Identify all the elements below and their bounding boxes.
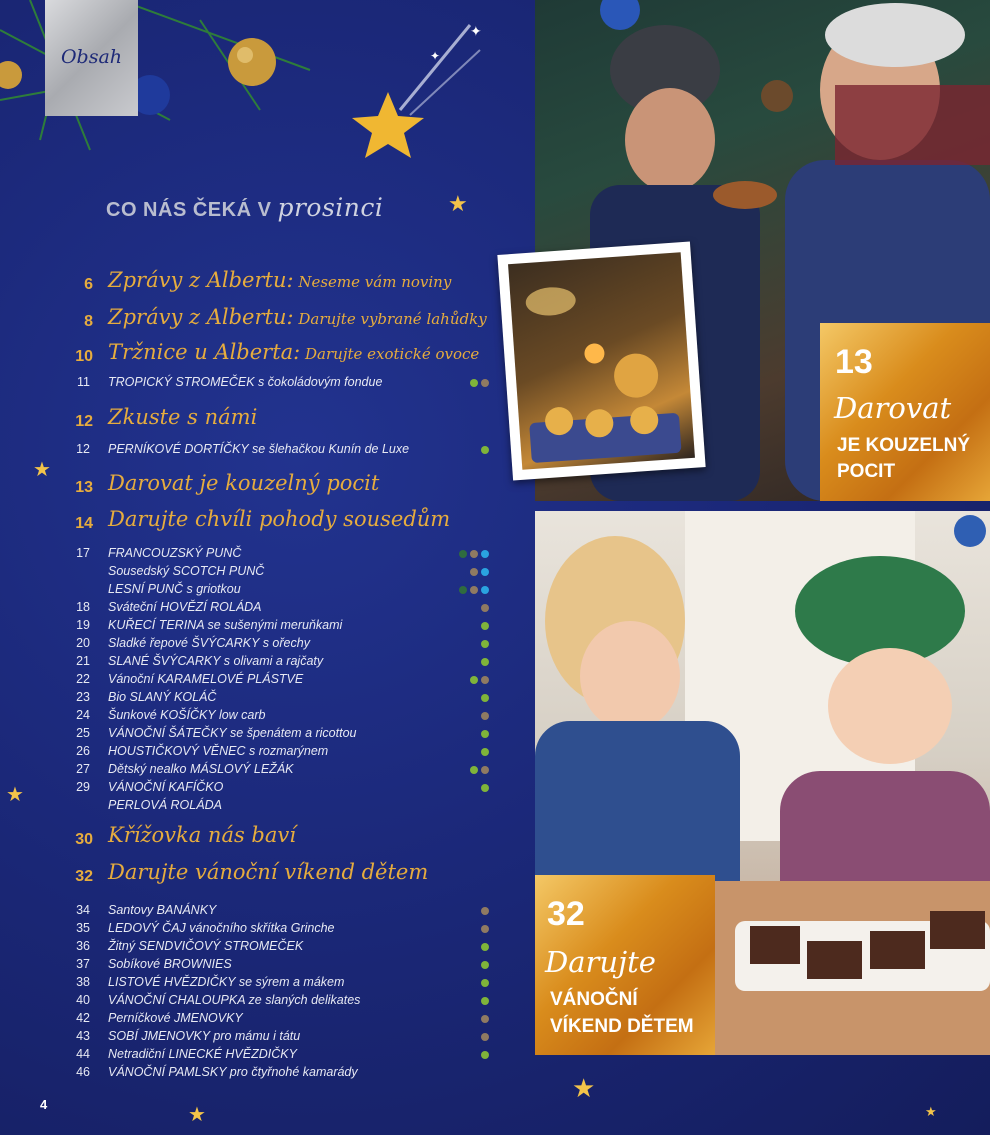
category-dots	[481, 694, 489, 702]
item-title: VÁNOČNÍ ŠÁTEČKY se špenátem a ricottou	[108, 726, 357, 740]
category-dot-icon	[481, 1033, 489, 1041]
feature-card-script: Darovat	[834, 391, 952, 425]
list-item[interactable]	[0, 903, 535, 921]
photo-placeholder-graphic	[508, 252, 695, 470]
item-page-number: 21	[76, 654, 90, 668]
section-title-main: Křížovka nás baví	[108, 823, 296, 847]
section-page-number: 6	[84, 276, 93, 293]
category-dots	[481, 640, 489, 648]
category-dots	[470, 676, 489, 684]
section-title	[108, 823, 296, 847]
item-title: LISTOVÉ HVĚZDIČKY se sýrem a mákem	[108, 975, 345, 989]
item-page-number: 40	[76, 993, 90, 1007]
section-title-main: Zprávy z Albertu:	[108, 268, 294, 292]
category-dots	[481, 925, 489, 933]
item-title: HOUSTIČKOVÝ VĚNEC s rozmarýnem	[108, 744, 329, 758]
category-dots	[481, 604, 489, 612]
section-heading[interactable]	[0, 823, 535, 853]
section-heading[interactable]	[0, 405, 535, 435]
item-title: Žitný SENDVIČOVÝ STROMEČEK	[108, 939, 304, 953]
contents-tab[interactable]	[45, 0, 138, 116]
item-page-number: 25	[76, 726, 90, 740]
category-dot-icon	[481, 979, 489, 987]
item-page-number: 44	[76, 1047, 90, 1061]
item-title: Sváteční HOVĚZÍ ROLÁDA	[108, 600, 262, 614]
item-title: SOBÍ JMENOVKY pro mámu i tátu	[108, 1029, 301, 1043]
category-dot-icon	[481, 925, 489, 933]
list-item[interactable]	[0, 975, 535, 993]
category-dots	[481, 730, 489, 738]
category-dots	[481, 961, 489, 969]
category-dot-icon	[481, 676, 489, 684]
category-dots	[481, 658, 489, 666]
item-title: Netradiční LINECKÉ HVĚZDIČKY	[108, 1047, 297, 1061]
section-title-main: Zprávy z Albertu:	[108, 305, 294, 329]
section-title-main: Tržnice u Alberta:	[108, 340, 301, 364]
star-icon: ★	[6, 784, 24, 806]
category-dot-icon	[470, 676, 478, 684]
item-title: VÁNOČNÍ KAFÍČKO	[108, 780, 224, 794]
list-item[interactable]	[0, 375, 535, 393]
category-dot-icon	[470, 379, 478, 387]
category-dots	[481, 907, 489, 915]
contents-tab-label: Obsah	[60, 46, 123, 68]
section-title	[108, 471, 379, 495]
section-title-sub: Neseme vám noviny	[293, 273, 452, 291]
section-title-main: Darujte chvíli pohody sousedům	[108, 507, 451, 531]
list-item[interactable]	[0, 744, 535, 762]
list-item[interactable]	[0, 1065, 535, 1083]
star-icon: ★	[925, 1104, 937, 1119]
item-page-number: 38	[76, 975, 90, 989]
category-dots	[481, 997, 489, 1005]
category-dot-icon	[481, 379, 489, 387]
item-page-number: 35	[76, 921, 90, 935]
section-title-main: Darovat je kouzelný pocit	[108, 471, 380, 495]
svg-text:✦: ✦	[430, 49, 441, 63]
category-dot-icon	[481, 748, 489, 756]
list-item[interactable]	[0, 957, 535, 975]
list-item[interactable]	[0, 690, 535, 708]
item-title: SLANÉ ŠVÝCARKY s olivami a rajčaty	[108, 654, 324, 668]
item-page-number: 43	[76, 1029, 90, 1043]
section-title	[108, 405, 257, 429]
list-item[interactable]	[0, 1029, 535, 1047]
category-dot-icon	[481, 712, 489, 720]
section-title	[108, 305, 487, 329]
category-dot-icon	[481, 446, 489, 454]
category-dot-icon	[459, 550, 467, 558]
category-dot-icon	[470, 550, 478, 558]
item-title: Bio SLANÝ KOLÁČ	[108, 690, 217, 704]
item-title: KUŘECÍ TERINA se sušenými meruňkami	[108, 618, 343, 632]
feature-card-kids-weekend[interactable]	[535, 875, 715, 1055]
item-page-number: 34	[76, 903, 90, 917]
list-item[interactable]	[0, 1011, 535, 1029]
item-page-number: 24	[76, 708, 90, 722]
section-heading[interactable]	[0, 471, 535, 501]
section-page-number: 32	[75, 868, 93, 885]
category-dot-icon	[481, 943, 489, 951]
category-dots	[470, 379, 489, 387]
item-title: FRANCOUZSKÝ PUNČ	[108, 546, 242, 560]
section-page-number: 10	[75, 348, 93, 365]
category-dots	[481, 748, 489, 756]
category-dots	[481, 943, 489, 951]
category-dot-icon	[481, 658, 489, 666]
section-heading[interactable]	[0, 860, 535, 890]
category-dots	[481, 979, 489, 987]
category-dot-icon	[470, 568, 478, 576]
list-item[interactable]	[0, 672, 535, 690]
list-item[interactable]	[0, 708, 535, 726]
section-heading[interactable]	[0, 268, 535, 298]
item-title: PERLOVÁ ROLÁDA	[108, 798, 222, 812]
section-title-main: Darujte vánoční víkend dětem	[108, 860, 429, 884]
item-page-number: 23	[76, 690, 90, 704]
item-page-number: 11	[77, 375, 90, 389]
category-dots	[481, 1033, 489, 1041]
section-heading[interactable]	[0, 305, 535, 335]
item-page-number: 22	[76, 672, 90, 686]
list-item[interactable]	[0, 636, 535, 654]
item-page-number: 17	[76, 546, 90, 560]
category-dots	[481, 784, 489, 792]
item-title: VÁNOČNÍ CHALOUPKA ze slaných delikates	[108, 993, 361, 1007]
category-dot-icon	[481, 622, 489, 630]
list-item[interactable]	[0, 654, 535, 672]
category-dot-icon	[481, 730, 489, 738]
list-item[interactable]	[0, 762, 535, 780]
list-item[interactable]	[0, 546, 535, 564]
category-dot-icon	[481, 997, 489, 1005]
category-dots	[470, 568, 489, 576]
category-dot-icon	[481, 568, 489, 576]
list-item[interactable]	[0, 600, 535, 618]
category-dots	[481, 1015, 489, 1023]
item-page-number: 36	[76, 939, 90, 953]
category-dot-icon	[481, 694, 489, 702]
list-item[interactable]	[0, 726, 535, 744]
item-page-number: 19	[76, 618, 90, 632]
section-page-number: 14	[75, 515, 93, 532]
item-title: Perníčkové JMENOVKY	[108, 1011, 243, 1025]
section-title	[108, 860, 428, 884]
list-item[interactable]	[0, 442, 535, 460]
section-title	[108, 268, 451, 292]
category-dot-icon	[481, 907, 489, 915]
item-title: Dětský nealko MÁSLOVÝ LEŽÁK	[108, 762, 294, 776]
item-title: Sobíkové BROWNIES	[108, 957, 232, 971]
category-dots	[470, 766, 489, 774]
item-page-number: 18	[76, 600, 90, 614]
category-dot-icon	[481, 550, 489, 558]
item-page-number: 26	[76, 744, 90, 758]
category-dots	[481, 1051, 489, 1059]
item-title: Sladké řepové ŠVÝCARKY s ořechy	[108, 636, 310, 650]
list-item[interactable]	[0, 798, 535, 816]
category-dots	[481, 712, 489, 720]
item-page-number: 27	[76, 762, 90, 776]
item-title: LEDOVÝ ČAJ vánočního skřítka Grinche	[108, 921, 335, 935]
feature-card-line2: VÍKEND DĚTEM	[550, 1016, 694, 1037]
category-dot-icon	[481, 586, 489, 594]
category-dot-icon	[470, 586, 478, 594]
item-title: Vánoční KARAMELOVÉ PLÁSTVE	[108, 672, 304, 686]
category-dot-icon	[481, 604, 489, 612]
item-page-number: 46	[76, 1065, 90, 1079]
photo-polaroid-pastries	[497, 242, 705, 481]
category-dot-icon	[481, 766, 489, 774]
item-page-number: 20	[76, 636, 90, 650]
feature-card-line1: VÁNOČNÍ	[550, 989, 638, 1010]
item-title: VÁNOČNÍ PAMLSKY pro čtyřnohé kamarády	[108, 1065, 358, 1079]
feature-card-page-number: 13	[835, 343, 873, 381]
headline-caps: CO NÁS ČEKÁ V	[106, 199, 278, 221]
star-icon: ★	[448, 191, 468, 216]
list-item[interactable]	[0, 582, 535, 600]
item-page-number: 42	[76, 1011, 90, 1025]
category-dot-icon	[481, 640, 489, 648]
list-item[interactable]	[0, 993, 535, 1011]
page-number: 4	[40, 1097, 48, 1112]
category-dots	[459, 550, 489, 558]
item-title: Sousedský SCOTCH PUNČ	[108, 564, 265, 578]
feature-card-gift[interactable]	[820, 323, 990, 501]
feature-card-page-number: 32	[547, 895, 585, 933]
item-title: PERNÍKOVÉ DORTÍČKY se šlehačkou Kunín de Luxe	[108, 442, 410, 456]
star-icon: ★	[33, 459, 51, 481]
feature-card-line2: POCIT	[837, 461, 896, 482]
section-heading[interactable]	[0, 340, 535, 370]
list-item[interactable]	[0, 618, 535, 636]
category-dot-icon	[481, 1015, 489, 1023]
item-page-number: 12	[76, 442, 90, 456]
category-dots	[459, 586, 489, 594]
category-dot-icon	[481, 784, 489, 792]
section-page-number: 13	[75, 479, 93, 496]
section-page-number: 8	[84, 313, 93, 330]
star-icon: ★	[188, 1104, 206, 1126]
list-item[interactable]	[0, 564, 535, 582]
category-dot-icon	[470, 766, 478, 774]
feature-card-line1: JE KOUZELNÝ	[837, 435, 971, 456]
section-title	[108, 340, 479, 364]
svg-text:✦: ✦	[470, 23, 482, 39]
item-page-number: 29	[76, 780, 90, 794]
category-dot-icon	[481, 1051, 489, 1059]
section-page-number: 30	[75, 831, 93, 848]
feature-card-script: Darujte	[545, 945, 656, 979]
section-title-main: Zkuste s námi	[108, 405, 258, 429]
list-item[interactable]	[0, 780, 535, 798]
section-title-sub: Darujte exotické ovoce	[300, 345, 480, 363]
star-icon: ★	[572, 1073, 596, 1103]
section-title	[108, 507, 450, 531]
category-dots	[481, 622, 489, 630]
section-title-sub: Darujte vybrané lahůdky	[293, 310, 487, 328]
category-dots	[481, 446, 489, 454]
item-title: Santovy BANÁNKY	[108, 903, 217, 917]
section-page-number: 12	[75, 413, 93, 430]
category-dot-icon	[481, 961, 489, 969]
headline-script: prosinci	[277, 193, 384, 222]
item-page-number: 37	[76, 957, 90, 971]
page-headline	[106, 193, 383, 222]
item-title: TROPICKÝ STROMEČEK s čokoládovým fondue	[108, 375, 383, 389]
list-item[interactable]	[0, 921, 535, 939]
item-title: Šunkové KOŠÍČKY low carb	[108, 708, 266, 722]
list-item[interactable]	[0, 1047, 535, 1065]
list-item[interactable]	[0, 939, 535, 957]
category-dot-icon	[459, 586, 467, 594]
item-title: LESNÍ PUNČ s griotkou	[108, 582, 241, 596]
section-heading[interactable]	[0, 507, 535, 537]
